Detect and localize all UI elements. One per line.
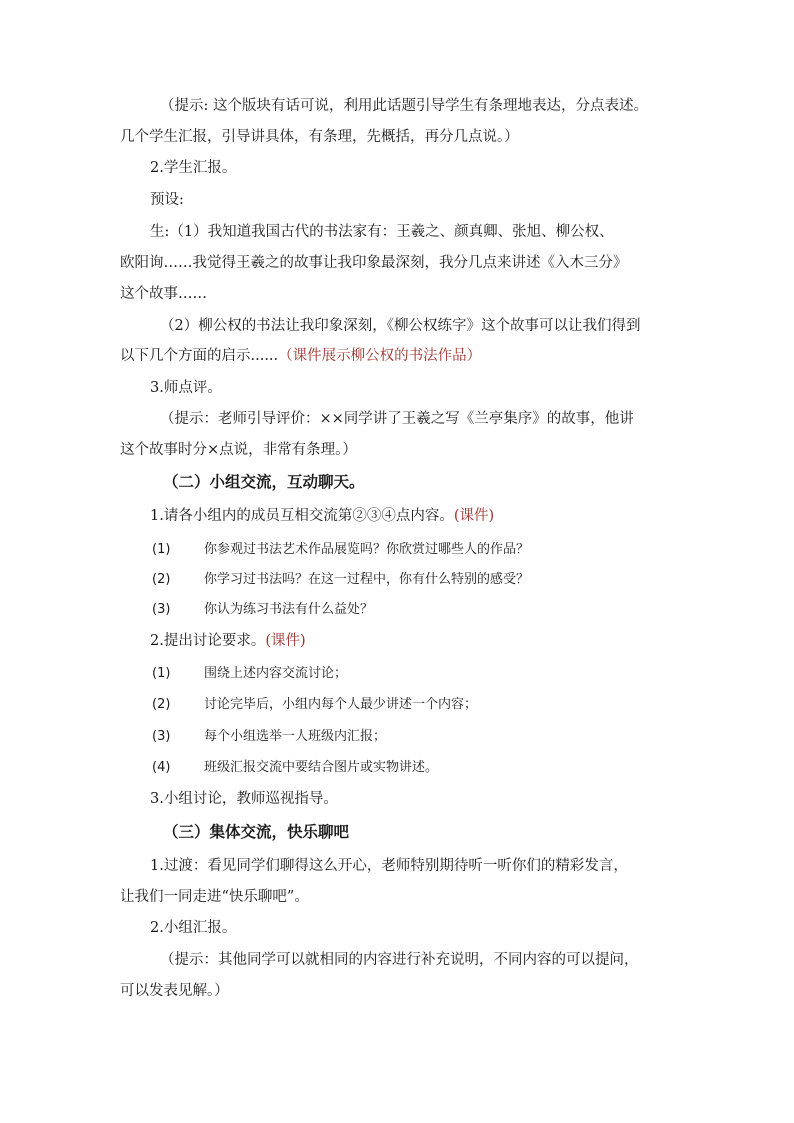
list-item-text: 你学习过书法吗？在这一过程中，你有什么特别的感受？ (204, 572, 530, 587)
section-heading-3: （三）集体交流，快乐聊吧 (163, 822, 350, 841)
student-answer-line-3: 这个故事…… (120, 286, 207, 302)
step-teacher-comment: 3.师点评。 (150, 380, 222, 396)
step-group-report: 2.小组汇报。 (150, 920, 237, 936)
transition-line-1: 1.过渡：看见同学们聊得这么开心，老师特别期待听一听你们的精彩发言， (150, 858, 628, 874)
transition-line-2: 让我们一同走进“快乐聊吧”。 (120, 889, 309, 905)
step-discussion-requirements (150, 631, 710, 651)
list-item-text: 班级汇报交流中要结合图片或实物讲述。 (204, 760, 439, 775)
student-answer-2-text: 以下几个方面的启示...... (120, 348, 279, 364)
section-heading-2: （二）小组交流，互动聊天。 (163, 472, 365, 491)
step-group-exchange (150, 506, 710, 526)
list-item-number: (3) (152, 602, 171, 617)
teacher-hint-line-2: 这个故事时分×点说，非常有条理。） (120, 442, 357, 458)
list-item-number: (2) (152, 572, 171, 587)
courseware-note: （课件展示柳公权的书法作品） (278, 348, 482, 364)
hint-paragraph-line-2: 几个学生汇报，引导讲具体，有条理，先概括，再分几点说。） (120, 129, 519, 145)
list-item-number: (1) (152, 542, 171, 557)
step-group-discussion: 3.小组讨论，教师巡视指导。 (150, 791, 338, 807)
list-item-number: (4) (152, 760, 171, 775)
student-answer-line-1: 生:（1）我知道我国古代的书法家有：王羲之、颜真卿、张旭、柳公权、 (150, 224, 614, 240)
student-answer-line-2: 欧阳询……我觉得王羲之的故事让我印象最深刻，我分几点来讲述《入木三分》 (120, 255, 628, 271)
preset-label: 预设: (150, 192, 184, 208)
list-item-text: 你参观过书法艺术作品展览吗？你欣赏过哪些人的作品？ (204, 542, 530, 557)
final-hint-line-2: 可以发表见解。） (120, 983, 229, 999)
step-student-report: 2.学生汇报。 (150, 160, 237, 176)
list-item-text: 你认为练习书法有什么益处？ (204, 602, 374, 617)
list-item-text: 讨论完毕后，小组内每个人最少讲述一个内容； (204, 697, 478, 712)
list-item-text: 每个小组选举一人班级内汇报； (204, 729, 387, 744)
step-discussion-requirements-text: 2.提出讨论要求。 (150, 633, 266, 649)
final-hint-line-1: （提示：其他同学可以就相同的内容进行补充说明，不同内容的可以提问， (160, 952, 639, 968)
teacher-hint-line-1: （提示：老师引导评价：××同学讲了王羲之写《兰亭集序》的故事，他讲 (160, 411, 634, 427)
list-item-number: (2) (152, 697, 171, 712)
courseware-tag: (课件) (265, 633, 306, 649)
student-answer-2-line-2 (120, 346, 680, 366)
list-item-text: 围绕上述内容交流讨论； (204, 666, 348, 681)
list-item-number: (1) (152, 666, 171, 681)
student-answer-2-line-1: （2）柳公权的书法让我印象深刻，《柳公权练字》这个故事可以让我们得到 (160, 318, 641, 334)
hint-paragraph-line-1: （提示: 这个版块有话可说，利用此话题引导学生有条理地表达，分点表述。 (160, 98, 648, 114)
list-item-number: (3) (152, 729, 171, 744)
step-group-exchange-text: 1.请各小组内的成员互相交流第②③④点内容。 (150, 508, 454, 524)
courseware-tag: (课件) (453, 508, 495, 524)
